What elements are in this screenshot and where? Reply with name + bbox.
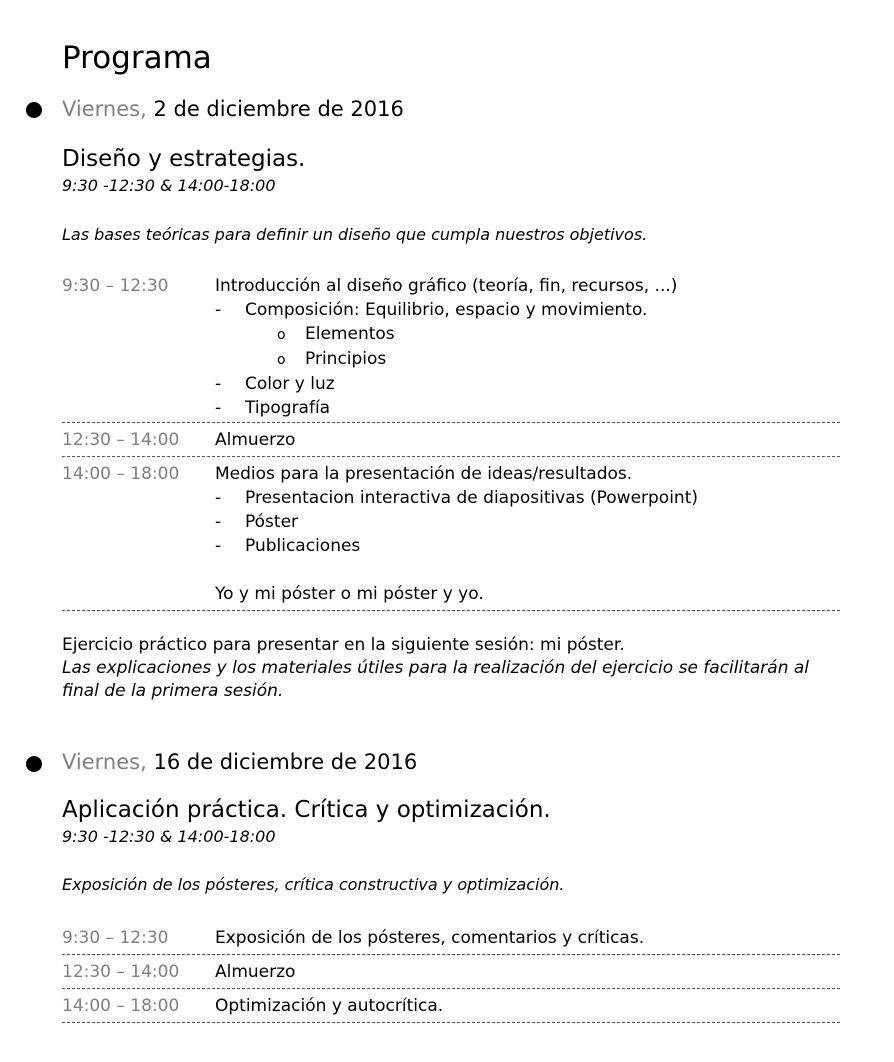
session-title: Aplicación práctica. Crítica y optimización. — [62, 797, 551, 823]
day-heading — [62, 748, 417, 776]
row-time: 9:30 – 12:30 — [62, 276, 169, 296]
row-main: Introducción al diseño gráfico (teoría, fin, recursos, ...) — [215, 276, 678, 296]
exercise-note — [62, 634, 822, 703]
row-divider — [62, 610, 840, 611]
circle-bullet-icon: o — [277, 327, 286, 343]
bullet-icon — [26, 102, 42, 118]
page-title: Programa — [62, 40, 212, 76]
row-content — [215, 960, 295, 984]
row-main: Exposición de los pósteres, comentarios y críticas. — [215, 928, 645, 948]
session-title: Diseño y estrategias. — [62, 146, 306, 172]
row-divider — [62, 422, 840, 423]
row-main: Almuerzo — [215, 430, 296, 450]
day-heading — [62, 95, 404, 123]
session-hours: 9:30 -12:30 & 14:00-18:00 — [62, 827, 276, 846]
note-italic-text: Las explicaciones y los materiales útiles para la realización del ejercicio se facilitarán al final de la primera sesión. — [62, 658, 810, 701]
row-content — [215, 926, 644, 950]
row-divider — [62, 954, 840, 955]
list-item: - Tipografía — [215, 398, 331, 418]
row-divider — [62, 456, 840, 457]
session-description: Exposición de los pósteres, crítica constructiva y optimización. — [62, 875, 565, 894]
row-content — [215, 428, 295, 452]
row-main: Optimización y autocrítica. — [215, 996, 444, 1016]
bullet-icon — [26, 756, 42, 772]
session-hours: 9:30 -12:30 & 14:00-18:00 — [62, 176, 276, 195]
row-time: 14:00 – 18:00 — [62, 464, 180, 484]
list-item: - Publicaciones — [215, 536, 361, 556]
list-item: - Color y luz — [215, 374, 335, 394]
row-extra: Yo y mi póster o mi póster y yo. — [215, 584, 484, 604]
list-item: - Composición: Equilibrio, espacio y movimiento. — [215, 300, 648, 320]
row-time: 12:30 – 14:00 — [62, 962, 180, 982]
day-date: 16 de diciembre de 2016 — [153, 750, 418, 774]
row-time: 12:30 – 14:00 — [62, 430, 180, 450]
row-content — [215, 462, 698, 606]
row-main: Medios para la presentación de ideas/resultados. — [215, 464, 633, 484]
sub-list-item: o Elementos — [215, 322, 677, 347]
row-main: Almuerzo — [215, 962, 296, 982]
day-name: Viernes, — [62, 750, 147, 774]
list-item: - Póster — [215, 512, 299, 532]
row-time: 14:00 – 18:00 — [62, 996, 180, 1016]
circle-bullet-icon: o — [277, 352, 286, 368]
row-content — [215, 994, 443, 1018]
note-text: Ejercicio práctico para presentar en la siguiente sesión: mi póster. — [62, 635, 625, 655]
day-date: 2 de diciembre de 2016 — [153, 97, 404, 121]
row-divider — [62, 988, 840, 989]
session-description: Las bases teóricas para definir un diseño que cumpla nuestros objetivos. — [62, 225, 648, 244]
list-item: - Presentacion interactiva de diapositivas (Powerpoint) — [215, 488, 698, 508]
row-content — [215, 274, 677, 420]
sub-list-item: o Principios — [215, 347, 677, 372]
row-time: 9:30 – 12:30 — [62, 928, 169, 948]
row-divider — [62, 1022, 840, 1023]
day-name: Viernes, — [62, 97, 147, 121]
